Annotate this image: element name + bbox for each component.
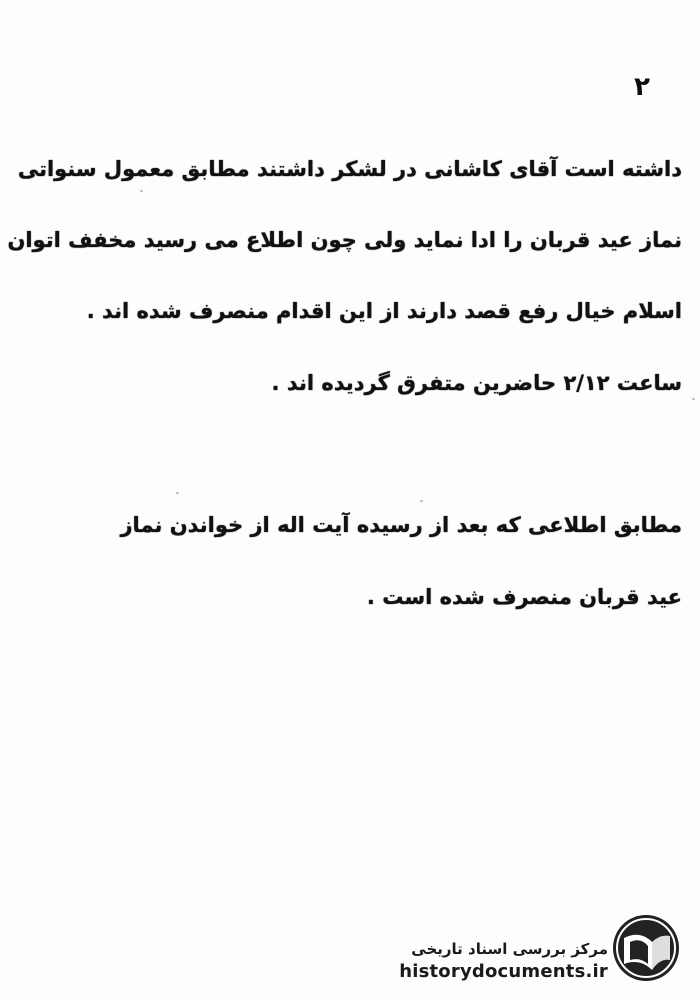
book-logo-icon <box>610 912 682 984</box>
document-text-line: داشته است آقای کاشانی در لشکر داشتند مطابق معمول سنواتی <box>17 157 682 181</box>
scan-speck <box>692 398 695 400</box>
document-text-line: اسلام خیال رفع قصد دارند از این اقدام منصرف شده اند . <box>86 299 682 323</box>
page-number: ۲ <box>634 72 650 102</box>
scan-speck <box>176 492 179 494</box>
watermark-name: مرکز بررسی اسناد تاریخی <box>411 940 608 958</box>
scan-speck <box>420 500 423 502</box>
document-text-line: عید قربان منصرف شده است . <box>366 585 682 609</box>
scan-speck <box>140 190 143 192</box>
document-text-line: نماز عید قربان را ادا نماید ولی چون اطلاع می رسید مخفف اتوان <box>7 228 682 252</box>
watermark-site: historydocuments.ir <box>399 961 608 982</box>
document-text-line: ساعت ۲/۱۲ حاضرین متفرق گردیده اند . <box>271 371 682 395</box>
document-text-line: مطابق اطلاعی که بعد از رسیده آیت اله از خواندن نماز <box>120 513 682 537</box>
